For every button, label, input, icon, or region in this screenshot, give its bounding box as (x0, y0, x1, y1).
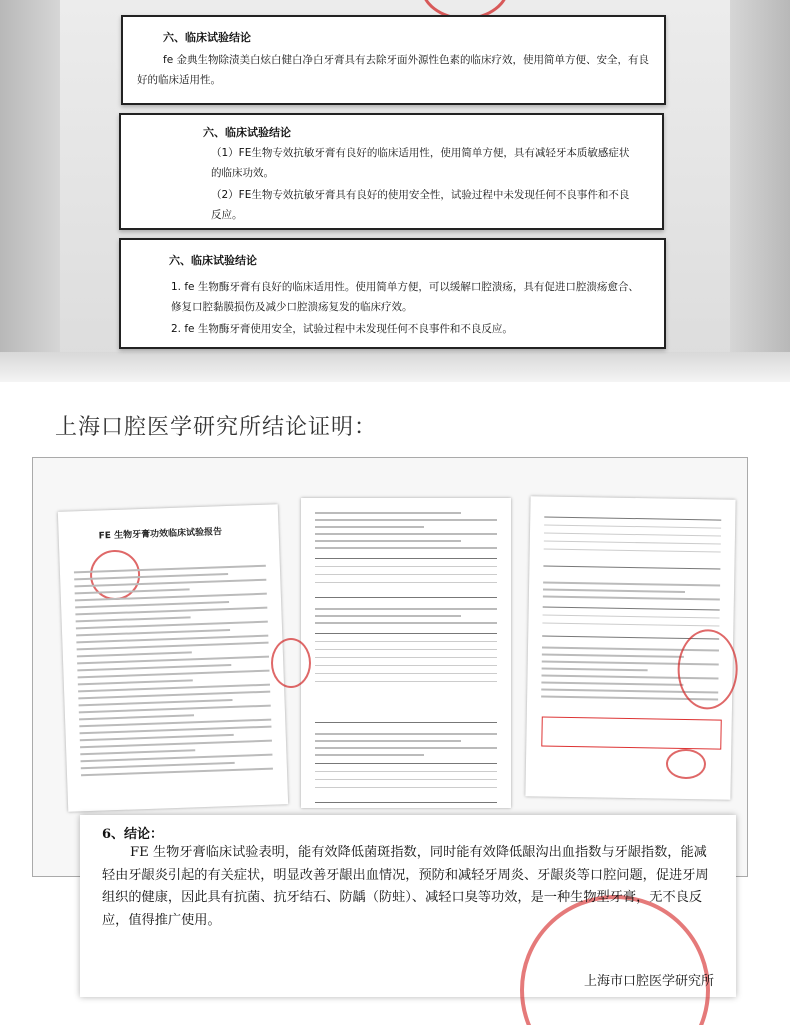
section-title: 上海口腔医学研究所结论证明： (55, 415, 378, 440)
report-scan-panel (32, 457, 748, 877)
report-page-3 (525, 496, 735, 800)
card-heading: 六、临床试验结论 (163, 31, 251, 44)
report-page-2 (301, 498, 511, 808)
conclusion-card-whitening (121, 15, 666, 105)
conclusion-body: FE 生物牙膏临床试验表明，能有效降低菌斑指数，同时能有效降低龈沟出血指数与牙龈指数，能减轻由牙龈炎引起的有关症状，明显改善牙龈出血情况，预防和减轻牙周炎、牙龈炎等口腔问题，促进牙周组织的健康，因此具有抗菌、抗牙结石、防龋（防蛀）、减轻口臭等功效，是一种生物型牙膏，无不良反应，值得推广使用。 (102, 845, 709, 928)
card-paragraph: 2. fe 生物酶牙膏使用安全，试验过程中未发现任何不良事件和不良反应。 (171, 323, 513, 335)
conclusion-card-enzyme (119, 238, 666, 349)
red-seal (666, 749, 707, 780)
text-lines (74, 565, 273, 782)
report-page-title: FE 生物牙膏功效临床试验报告 (98, 527, 223, 542)
conclusion-excerpt (80, 815, 736, 997)
backdrop-left-wall (0, 0, 60, 382)
card-paragraph: （2）FE生物专效抗敏牙膏具有良好的使用安全性，试验过程中未发现任何不良事件和不良反应。 (211, 189, 630, 221)
card-paragraph: 1. fe 生物酶牙膏有良好的临床适用性。使用简单方便，可以缓解口腔溃疡，具有促进口腔溃疡愈合、修复口腔黏膜损伤及减少口腔溃疡复发的临床疗效。 (171, 281, 639, 313)
conclusion-card-sensitivity (119, 113, 664, 230)
data-table (543, 516, 721, 569)
card-paragraph: fe 金典生物除渍美白炫白健白净白牙膏具有去除牙面外源性色素的临床疗效，使用简单方便、安全，有良好的临床适用性。 (137, 54, 649, 86)
conclusion-signature: 上海市口腔医学研究所 (583, 974, 714, 989)
red-seal (677, 629, 738, 710)
text-lines (315, 608, 497, 629)
data-table (315, 763, 497, 803)
text-lines (315, 733, 497, 761)
red-seal (271, 638, 311, 688)
report-page-1 (58, 504, 288, 811)
data-table (315, 633, 497, 723)
conclusion-heading: 6、结论： (102, 827, 164, 842)
data-table (315, 558, 497, 598)
card-heading: 六、临床试验结论 (169, 254, 257, 267)
text-lines (315, 512, 497, 554)
backdrop-floor (0, 352, 790, 382)
text-lines (543, 581, 720, 605)
card-heading: 六、临床试验结论 (203, 126, 291, 139)
backdrop-right-wall (730, 0, 790, 382)
card-paragraph: （1）FE生物专效抗敏牙膏有良好的临床适用性，使用简单方便，具有减轻牙本质敏感症状的临床功效。 (211, 147, 630, 179)
highlight-box (541, 716, 721, 749)
